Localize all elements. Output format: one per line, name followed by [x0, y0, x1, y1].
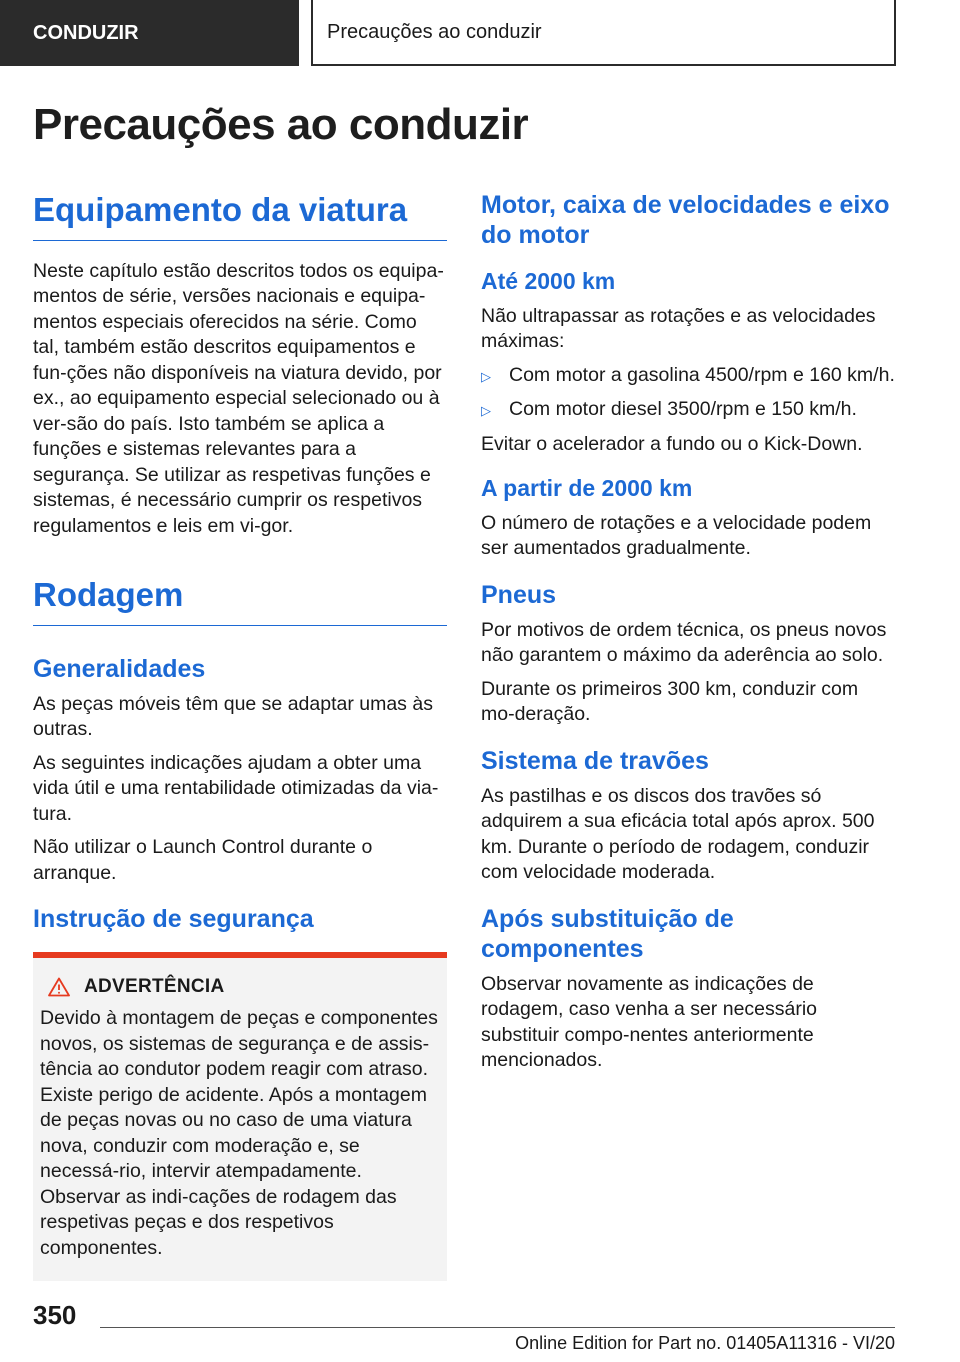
list-item-text: Com motor a gasolina 4500/rpm e 160 km/h. [509, 363, 895, 386]
warning-text: Devido à montagem de peças e componentes novos, os sistemas de segurança e de assis-tência ao condutor podem reagir com atraso. Existe perigo de acidente. Após a montagem de peças novas ou no caso de uma viatura nova, conduzir com moderação e, se necessá-rio, intervir atempadamente. Observar as indi-cações de rodagem das respetivas peças e dos respetivos componentes. [40, 1007, 438, 1259]
heading-travoes: Sistema de travões [481, 746, 709, 775]
page-title: Precauções ao conduzir [33, 100, 529, 149]
equipamento-text: Neste capítulo estão descritos todos os equipa-mentos de série, versões nacionais e equipa-mentos especiais oferecidos na série. Como tal, também estão descritos equipamentos e fun-ções não disponíveis na viatura devido, por ex., ao equipamento especial selecionado ou à ver-são do país. Isto também se aplica a funções e sistemas relevantes para a segurança. Se utilizar as respetivas funções e sistemas, é necessário cumprir os respetivos regulamentos e leis em vi-gor. [33, 259, 444, 537]
heading-apos-substituicao: Após substituição de componentes [481, 904, 734, 963]
section-tab: Precauções ao conduzir [311, 0, 896, 66]
heading-seguranca: Instrução de segurança [33, 905, 314, 934]
heading-equipamento: Equipamento da viatura [33, 190, 447, 241]
page-header [0, 0, 960, 66]
warning-header [40, 976, 439, 998]
heading-ate-2000: Até 2000 km [481, 268, 616, 294]
list-item [481, 363, 895, 390]
footer-edition: Online Edition for Part no. 01405A11316 - VI/20 [515, 1333, 895, 1353]
heading-rodagem: Rodagem [33, 575, 447, 626]
warning-title: ADVERTÊNCIA [84, 976, 225, 998]
page-number: 350 [33, 1300, 77, 1330]
heading-pneus: Pneus [481, 580, 557, 609]
a-partir-text: O número de rotações e a velocidade podem ser aumentados gradualmente. [481, 511, 872, 560]
left-column [33, 190, 447, 1281]
speed-limits-list [481, 363, 895, 424]
apos-substituicao-text: Observar novamente as indicações de rodagem, caso venha a ser necessário substituir compo-nentes anteriormente mencionados. [481, 972, 818, 1072]
warning-triangle-icon [48, 977, 70, 997]
heading-motor: Motor, caixa de velocidades e eixo do motor [481, 191, 890, 249]
travoes-text: As pastilhas e os discos dos travões só adquirem a sua eficácia total após aprox. 500 km. Durante o período de rodagem, conduzir com velocidade moderada. [481, 784, 875, 884]
generalidades-p1: As peças móveis têm que se adaptar umas às outras. [33, 692, 433, 741]
warning-box [33, 952, 447, 1281]
chapter-tab: CONDUZIR [0, 0, 299, 66]
right-column [481, 190, 895, 1074]
generalidades-p3: Não utilizar o Launch Control durante o arranque. [33, 836, 373, 884]
ate-2000-after: Evitar o acelerador a fundo ou o Kick-Down. [481, 432, 863, 455]
list-item [481, 397, 895, 424]
pneus-p1: Por motivos de ordem técnica, os pneus novos não garantem o máximo da aderência ao solo. [481, 618, 887, 667]
heading-a-partir-2000: A partir de 2000 km [481, 475, 693, 502]
heading-generalidades: Generalidades [33, 654, 206, 683]
footer-divider [100, 1327, 895, 1328]
generalidades-p2: As seguintes indicações ajudam a obter uma vida útil e uma rentabilidade otimizadas da via-tura. [33, 751, 439, 825]
triangle-right-icon: ▷ [481, 403, 491, 419]
list-item-text: Com motor diesel 3500/rpm e 150 km/h. [509, 398, 857, 421]
triangle-right-icon: ▷ [481, 368, 491, 384]
pneus-p2: Durante os primeiros 300 km, conduzir com mo-deração. [481, 677, 859, 726]
ate-2000-text: Não ultrapassar as rotações e as velocidades máximas: [481, 304, 876, 353]
